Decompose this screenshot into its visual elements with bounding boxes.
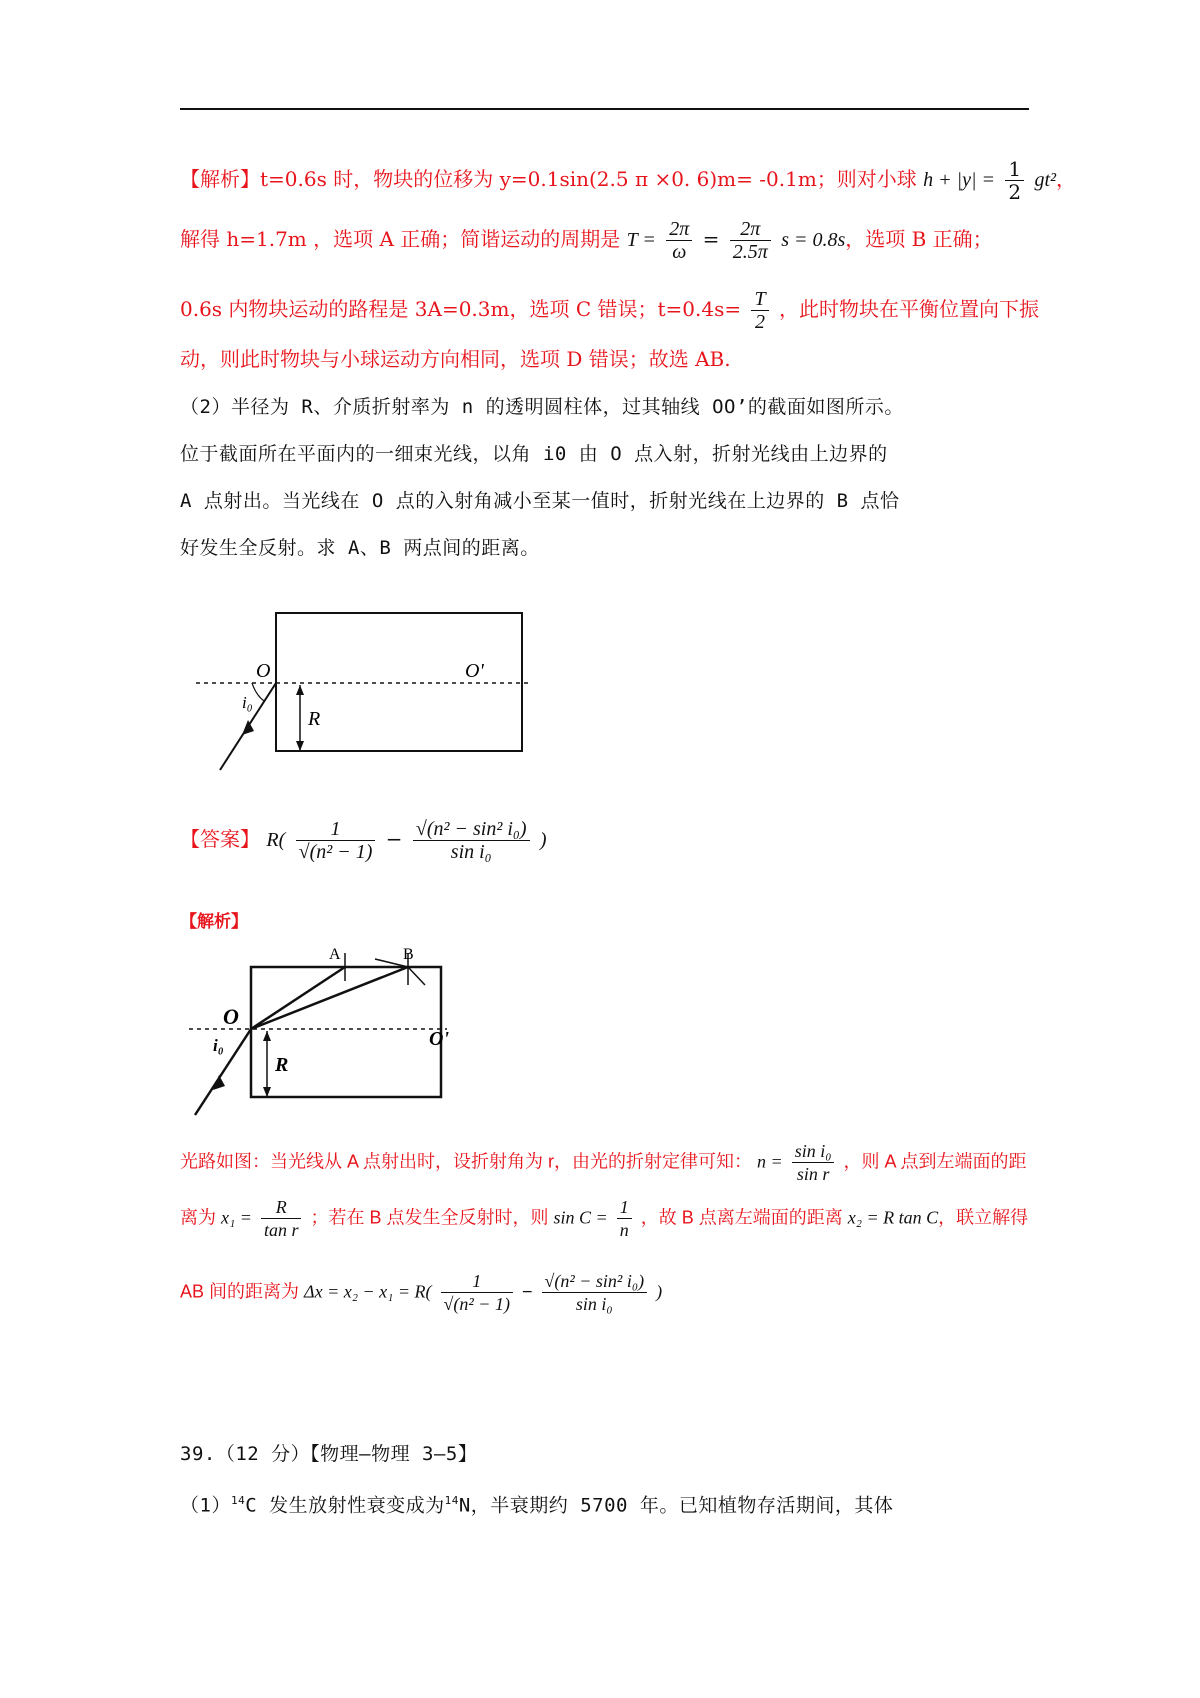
figure2-label-A: A [329, 946, 341, 963]
answer-line: 【答案】 R( $\frac{1}{\text{√(n² − 1)}}$ − $\frac{\text{√(n² − sin² i₀)}}{\text{sin i₀}}$ ) [180, 818, 547, 863]
figure1-label-O: O [256, 660, 271, 682]
question39-line1: $(1)^{14}C$ 发生放射性衰变成为$^{14}$N，半衰期约 5700 年。已知植物存活期间，其体 [180, 1494, 894, 1517]
analysis2-tag: 【解析】 [180, 912, 248, 931]
question2-line4: 好发生全反射。求 A、B 两点间的距离。 [180, 537, 540, 559]
figure1-label-Oprime: O' [465, 660, 484, 682]
answer-fraction-2: $\frac{\text{√(n² − sin² i₀)}}{\text{sin i₀}}$ [413, 818, 530, 863]
figure-cylinder-cross-section [190, 605, 540, 780]
figure2-label-R: R [275, 1054, 289, 1076]
analysis2-line2: 离为 x₁ = $\frac{R}{\text{tan r}}$ ；若在 B 点发生全反射时，则 sin C = $\frac{1}{n}$ ，故 B 点离左端面的距离 x₂ = R tan C，联立解得 [180, 1197, 1029, 1240]
analysis1-line1: 【解析】t=0.6s 时，物块的位移为 y=0.1sin(2.5 π ×0. 6)m= -0.1m；则对小球 h + |y| = $\frac{1}{2}$ gt²， [180, 157, 1077, 204]
question2-line2: 位于截面所在平面内的一细束光线，以角 i0 由 O 点入射，折射光线由上边界的 [180, 443, 888, 465]
analysis1-line4: 动，则此时物块与小球运动方向相同，选项 D 错误；故选 AB. [180, 347, 731, 371]
figure2-label-O: O [223, 1004, 239, 1029]
question39-title: 39.（12 分）【物理—物理 3—5】 [180, 1443, 478, 1465]
header-rule [180, 108, 1029, 110]
fraction-half: $\frac{1}{2}$ [1005, 158, 1024, 203]
analysis2-line3: AB 间的距离为 Δx = x₂ − x₁ = R( $\frac{1}{\text{√(n² − 1)}}$ − $\frac{\text{√(n² − sin² i₀)}}{\text{sin i₀}}$ ) [180, 1271, 663, 1314]
analysis1-tag: 【解析】 [180, 167, 260, 191]
figure2-label-B: B [403, 946, 414, 963]
analysis1-line2: 解得 h=1.7m ，选项 A 正确；简谐运动的周期是 T = $\frac{2\pi}{\omega}$ = $\frac{2\pi}{2.5\pi}$ s = 0.8s，选项 B 正确； [180, 218, 993, 263]
question2-line3: A 点射出。当光线在 O 点的入射角减小至某一值时，折射光线在上边界的 B 点恰 [180, 490, 900, 512]
fraction-T-2: $\frac{T}{2}$ [751, 288, 768, 333]
fraction-R-tanr: $\frac{R}{\text{tan r}}$ [261, 1196, 302, 1241]
figure1-label-i0: i₀ [242, 693, 253, 712]
fraction-sini0-sinr: $\frac{\text{sin i₀}}{\text{sin r}}$ [792, 1140, 835, 1185]
fraction-2pi-omega: $\frac{2\pi}{\omega}$ [666, 218, 692, 263]
question2-line1: （2）半径为 R、介质折射率为 n 的透明圆柱体，过其轴线 OO’的截面如图所示。 [180, 396, 904, 418]
figure2-label-i0: i₀ [213, 1036, 224, 1055]
analysis1-line3: 0.6s 内物块运动的路程是 3A=0.3m，选项 C 错误；t=0.4s= $\frac{T}{2}$ ，此时物块在平衡位置向下振 [180, 288, 1039, 333]
analysis2-fraction-1: $\frac{1}{\text{√(n² − 1)}}$ [441, 1270, 513, 1315]
analysis2-line1: 光路如图：当光线从 A 点射出时，设折射角为 r，由光的折射定律可知： n = $\frac{\text{sin i₀}}{\text{sin r}}$ ，则 A 点到左端面的距 [180, 1141, 1027, 1184]
answer-tag: 【答案】 [180, 827, 260, 851]
analysis2-fraction-2: $\frac{\text{√(n² − sin² i₀)}}{\text{sin i₀}}$ [542, 1270, 648, 1315]
figure-light-path [185, 945, 455, 1120]
figure1-label-R: R [308, 708, 321, 730]
fraction-2pi-2-5pi: $\frac{2\pi}{2.5\pi}$ [730, 218, 771, 263]
figure2-label-Oprime: O' [429, 1028, 449, 1050]
answer-fraction-1: $\frac{1}{\text{√(n² − 1)}}$ [296, 818, 376, 863]
fraction-1-n: $\frac{1}{n}$ [617, 1196, 632, 1241]
